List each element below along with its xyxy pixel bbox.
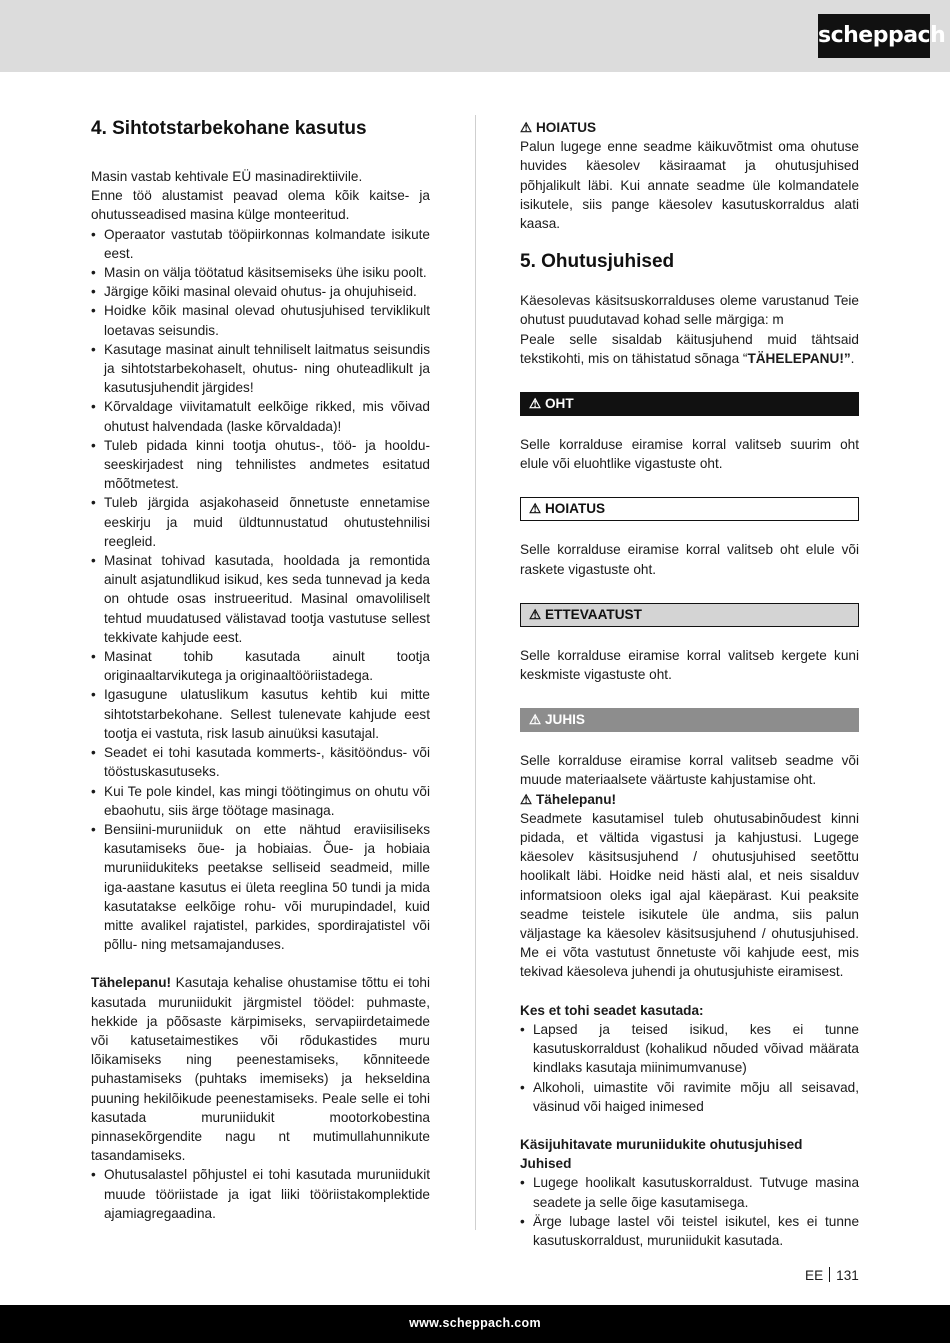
list-item: • Tuleb pidada kinni tootja ohutus-, töö- ja hooldu- seeskirjadest ning tehnilistes andmetes esitatud mõõtmetest.: [91, 436, 430, 494]
list-item: • Hoidke kõik masinal olevad ohutusjuhised terviklikult loetavas seisundis.: [91, 301, 430, 339]
top-bar: [0, 0, 950, 72]
attention-label: Tähelepanu!: [91, 975, 172, 991]
intro-line-1: Masin vastab kehtivale EÜ masinadirektiivile.: [91, 169, 363, 184]
safety-intro-b-end: .: [850, 350, 855, 366]
left-column: [91, 118, 430, 1223]
list-item: • Lapsed ja teised isikud, kes ei tunne kasutuskorraldust (kohalikud nõuded võivad määrata kindlaks kasutaja miinimumvanuse): [520, 1020, 859, 1078]
section-5-title: 5. Ohutusjuhised: [520, 251, 675, 273]
who-may-not-use-heading: Kes et tohi seadet kasutada:: [520, 1002, 704, 1018]
attention-bullet-list: [91, 1165, 430, 1223]
right-column: [520, 118, 859, 1250]
danger-badge: ⚠ OHT: [520, 392, 859, 416]
warning-badge-text: Selle korralduse eiramise korral valitseb oht elule või raskete vigastuste oht.: [520, 542, 859, 577]
list-item: • Tuleb järgida asjakohaseid õnnetuste ennetamise eeskirju ja muid üldtunnustatud ohutustehnilisi reegleid.: [91, 493, 430, 551]
hand-bullet-list: [520, 1173, 859, 1250]
column-divider: [475, 115, 476, 1230]
danger-text: Selle korralduse eiramise korral valitseb suurim oht elule või eluohtlike vigastuste oht.: [520, 437, 859, 472]
attention-body: Seadmete kasutamisel tuleb ohutusabinõudest kinni pidada, et vältida vigastusi ja kahjustusi. Lugege käesolev käsitsusjuhend / ohutusjuhised seetõttu hoolikalt läbi. Hoidke neid hästi alal, et neis sisalduv informatsioon oleks igal ajal käepärast. Kui peaksite seadme teistele isikutele üle andma, siis palun väljastage ka käesolev käsitsusjuhend / ohutusjuhised. Me ei võta vastutust õnnetuste või kahjude eest, mis tekivad käesoleva juhendi ja ohutusjuhiste eiramisest.: [520, 810, 859, 980]
usage-bullet-list: [91, 225, 430, 955]
footer-bar: [0, 1305, 950, 1343]
section-4-title: 4. Sihtotstarbekohane kasutus: [91, 118, 367, 139]
website-link[interactable]: www.scheppach.com: [409, 1316, 541, 1330]
scheppach-logo: scheppach: [818, 14, 930, 58]
list-item: • Masinat tohib kasutada ainult tootja originaaltarvikutega ja originaaltööriistadega.: [91, 647, 430, 685]
safety-intro-b: [520, 330, 859, 368]
list-item: • Alkoholi, uimastite või ravimite mõju all seisavad, väsinud või haiged inimesed: [520, 1078, 859, 1116]
language-code: EE: [805, 1268, 824, 1283]
attention-paragraph: [91, 973, 430, 1165]
warning-heading: ⚠ HOIATUS: [520, 120, 597, 135]
list-item: • Kõrvaldage viivitamatult eelkõige rikked, mis võivad ohutust halvendada (laske kõrvaldada)!: [91, 397, 430, 435]
list-item: • Lugege hoolikalt kasutuskorraldust. Tutvuge masina seadete ja selle õige kasutamisega.: [520, 1173, 859, 1211]
caution-badge: ⚠ ETTEVAATUST: [520, 603, 859, 627]
caution-text: Selle korralduse eiramise korral valitseb kergete kuni keskmiste vigastuste oht.: [520, 647, 859, 683]
note-text: Selle korralduse eiramise korral valitseb seadme või muude materiaalsete väärtuste kahjustamise oht.: [520, 753, 859, 788]
who-bullet-list: [520, 1020, 859, 1116]
list-item: • Masin on välja töötatud käsitsemiseks ühe isiku poolt.: [91, 263, 430, 282]
safety-intro-b-bold: TÄHELEPANU!”: [747, 350, 851, 366]
instructions-subheading: Juhised: [520, 1156, 572, 1172]
safety-intro-a: Käesolevas käsitsuskorralduses oleme varustanud Teie ohutust puudutavad kohad selle märgiga: m: [520, 293, 859, 328]
list-item: • Masinat tohivad kasutada, hooldada ja remontida ainult asjatundlikud isikud, kes seda tunnevad ja keda on ohtude osas instrueeritud. Masinal omavoliliselt tehtud muudatused välistavad tootja vastutuse sellest tekkivate kahjude eest.: [91, 551, 430, 647]
attention-heading: ⚠ Tähelepanu!: [520, 791, 617, 807]
list-item: • Ärge lubage lastel või teistel isikutel, kes ei tunne kasutuskorraldust, muruniidukit kasutada.: [520, 1212, 859, 1250]
note-badge: ⚠ JUHIS: [520, 708, 859, 732]
list-item: • Seadet ei tohi kasutada kommerts-, käsitööndus- või tööstuskasutuseks.: [91, 743, 430, 781]
warning-text: Palun lugege enne seadme käikuvõtmist oma ohutuse huvides käesolev käsiraamat ja ohutusjuhised põhjalikult läbi. Kui annate seadme üle kolmandatele isikutele, siis pange käesolev kasutuskorraldus alati kaasa.: [520, 139, 859, 232]
list-item: • Kasutage masinat ainult tehniliselt laitmatus seisundis ja sihtotstarbekohaselt, ohutus- ning ohuteadlikult ja kasutusjuhendit järgides!: [91, 340, 430, 398]
hand-mower-heading: Käsijuhitavate muruniidukite ohutusjuhised: [520, 1136, 803, 1152]
list-item: • Igasugune ulatuslikum kasutus kehtib kui mitte sihtotstarbekohane. Sellest tulenevate kahjude eest tootja ei vastuta, risk lasub ainuüksi kasutajal.: [91, 685, 430, 743]
list-item: • Kui Te pole kindel, kas mingi töötingimus on ohutu või ebaohutu, siis ärge töötage masinaga.: [91, 782, 430, 820]
page-separator: [829, 1267, 830, 1282]
page-number: [805, 1266, 859, 1285]
list-item: • Bensiini-muruniiduk on ette nähtud eraviisiliseks kasutamiseks õue- ja hobiaias. Õue- ja hobiaia muruniidukiteks peetakse selliseid seadmeid, mille iga-aastane kasutus ei ületa reeglina 50 tundi ja mida kasutatakse eelkõige rohu- või murupindadel, kuid mitte avalikel rajatistel, parkides, spordirajatistel või põllu- ning metsamajanduses.: [91, 820, 430, 954]
intro-line-2: Enne töö alustamist peavad olema kõik kaitse- ja ohutusseadised masina külge monteeritud.: [91, 188, 430, 223]
page-num: 131: [836, 1268, 859, 1283]
list-item: • Operaator vastutab tööpiirkonnas kolmandate isikute eest.: [91, 225, 430, 263]
attention-text: Kasutaja kehalise ohustamise tõttu ei tohi kasutada muruniidukit järgmistel töödel: puhmaste, hekkide ja põõsaste kärpimiseks, servapiirdetaimede või katusetaimestikes või rõdukastides muru lõikamiseks ning peenestamiseks, kõnniteede puhastamiseks (puhtaks imemiseks) ja hekseldina puuning hekilõikude peenestamiseks. Peale selle ei tohi kasutada muruniidukit mootorkobestina pinnasekõrgendite nagu nt mutimullahunnikute tasandamiseks.: [91, 975, 430, 1164]
safety-intro-b-text: Peale selle sisaldab käitusjuhend muid tähtsaid tekstikohti, mis on tähistatud sõnaga “: [520, 331, 859, 366]
list-item: • Ohutusalastel põhjustel ei tohi kasutada muruniidukit muude tööriistade ja igat liiki tööriistakomplektide ajamiagregaadina.: [91, 1165, 430, 1223]
list-item: • Järgige kõiki masinal olevaid ohutus- ja ohujuhiseid.: [91, 282, 430, 301]
warning-badge: ⚠ HOIATUS: [520, 497, 859, 521]
